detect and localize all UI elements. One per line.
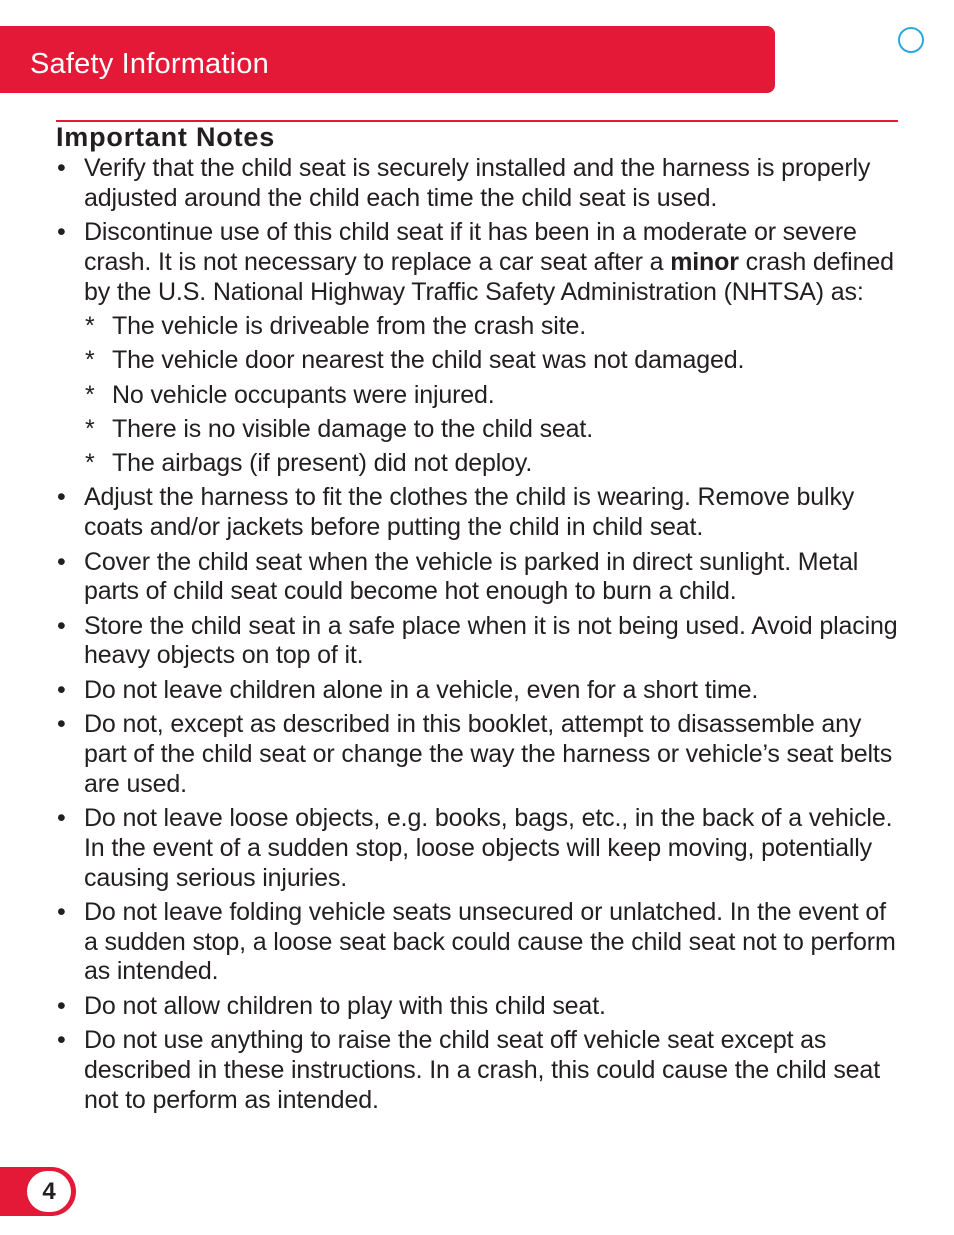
note-text: crash defined by the U.S. National Highway Traffic Safety Administration (NHTSA) as: [84, 247, 894, 306]
note-item: • Do not, except as described in this booklet, attempt to disassemble any part of the child seat or change the way the harness or vehicle’s seat belts are used. [56, 710, 906, 799]
note-item: • Do not leave folding vehicle seats unsecured or unlatched. In the event of a sudden stop, a loose seat back could cause the child seat not to perform as intended. [56, 898, 906, 987]
note-item: • Store the child seat in a safe place when it is not being used. Avoid placing heavy objects on top of it. [56, 612, 906, 672]
note-item: • Do not leave loose objects, e.g. books, bags, etc., in the back of a vehicle. In the event of a sudden stop, loose objects will keep moving, potentially causing serious injuries. [56, 804, 906, 893]
criteria-item: * The airbags (if present) did not deploy. [84, 449, 906, 479]
notes-list [56, 154, 906, 1115]
criteria-item: * The vehicle door nearest the child seat was not damaged. [84, 346, 906, 376]
note-item: • Do not leave children alone in a vehicle, even for a short time. [56, 676, 906, 706]
registration-circle-icon [898, 27, 924, 53]
section-label: Safety Information [30, 48, 269, 80]
criteria-item: * No vehicle occupants were injured. [84, 381, 906, 411]
crash-criteria-list [84, 312, 906, 479]
page-number: 4 [27, 1171, 71, 1212]
note-item: • Adjust the harness to fit the clothes the child is wearing. Remove bulky coats and/or jackets before putting the child in child seat. [56, 483, 906, 543]
note-emphasis: minor [670, 247, 739, 276]
note-item: • Do not use anything to raise the child seat off vehicle seat except as described in these instructions. In a crash, this could cause the child seat not to perform as intended. [56, 1026, 906, 1115]
note-item [56, 218, 906, 479]
notes-content [56, 154, 906, 1120]
note-item: • Do not allow children to play with this child seat. [56, 992, 906, 1022]
section-header-banner [0, 26, 775, 93]
criteria-item: * The vehicle is driveable from the crash site. [84, 312, 906, 342]
note-item: • Cover the child seat when the vehicle is parked in direct sunlight. Metal parts of child seat could become hot enough to burn a child. [56, 548, 906, 608]
note-item: • Verify that the child seat is securely installed and the harness is properly adjusted around the child each time the child seat is used. [56, 154, 906, 214]
page-title: Important Notes [56, 122, 276, 152]
criteria-item: * There is no visible damage to the child seat. [84, 415, 906, 445]
note-text: Discontinue use of this child seat if it has been in a moderate or severe crash. It is not necessary to replace a car seat after a [84, 218, 857, 276]
